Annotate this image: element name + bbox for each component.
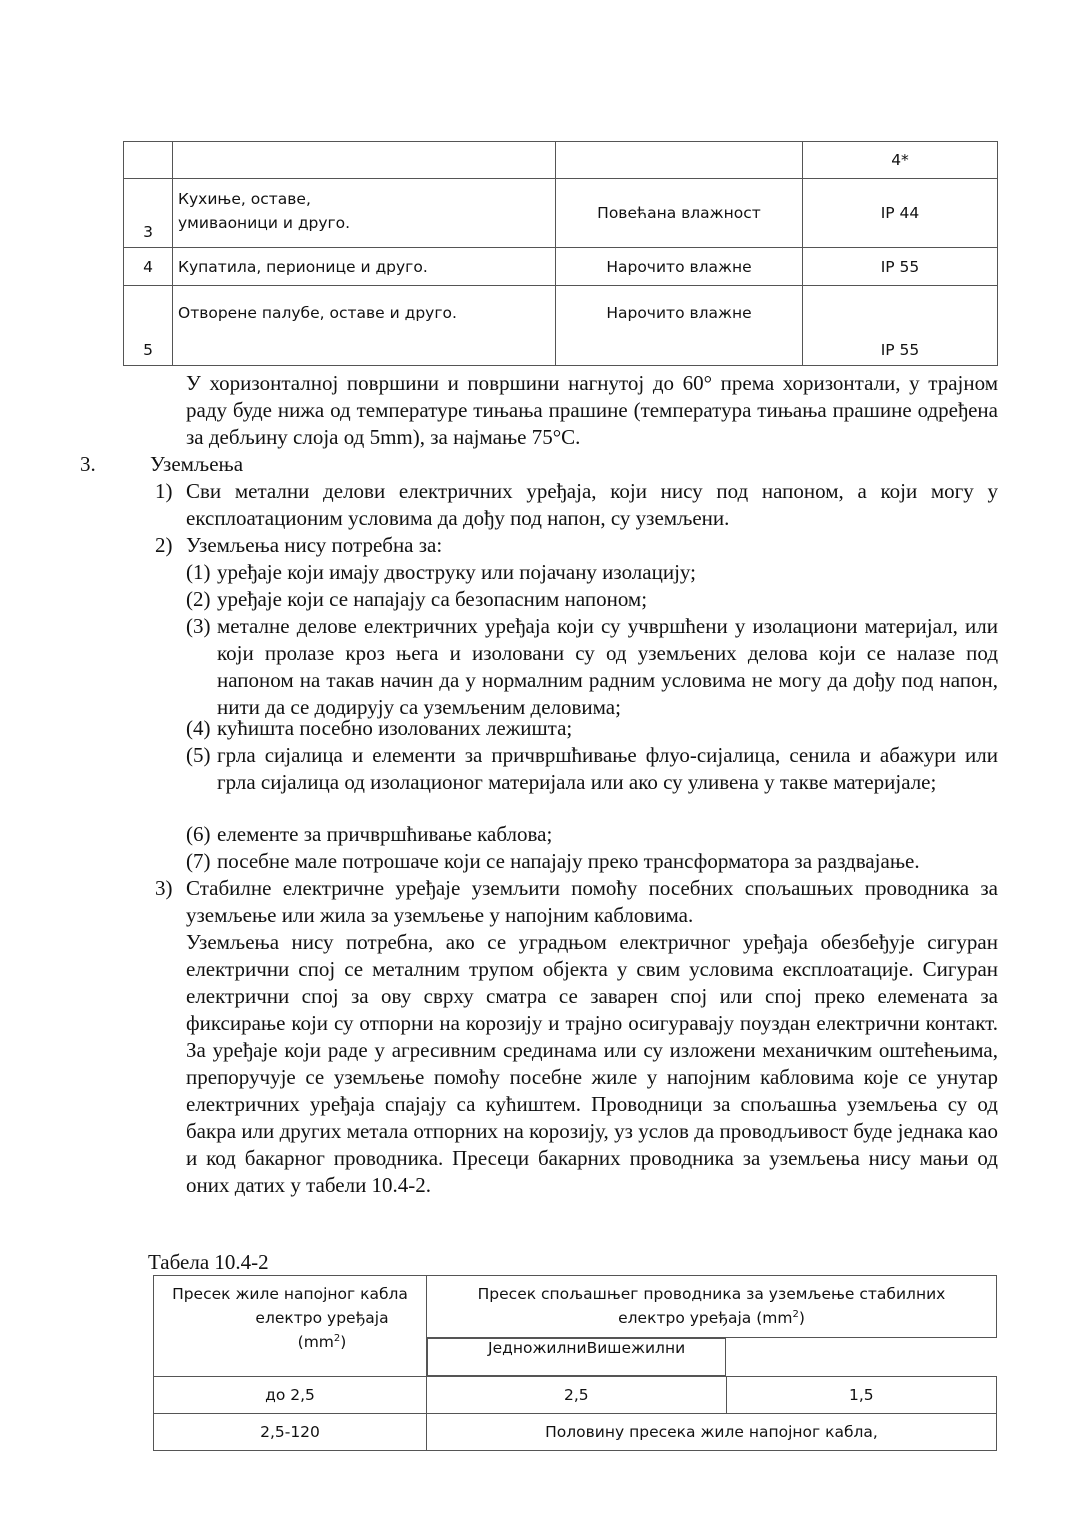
unit-superscript: 2: [792, 1308, 799, 1320]
list-item-label: 3): [155, 876, 173, 900]
room-cell: Отворене палубе, оставе и друго.: [173, 286, 556, 366]
single-core-cell: 2,5: [427, 1377, 727, 1414]
list-item-text: Уземљења нису потребна за:: [186, 533, 443, 557]
sub-list-item-label: (1): [186, 560, 211, 584]
list-item-text: Сви метални делови електричних уређаја, који нису под напоном, а који могу у експлоатационим условима да дођу под напон, су уземљени.: [186, 479, 998, 530]
sub-list-item-text: кућишта посебно изолованих лежишта;: [217, 716, 573, 740]
list-item-label: 1): [155, 479, 173, 503]
header-cable-section: [154, 1276, 427, 1377]
sub-list-item-text: уређаје који се напајају са безопасним напоном;: [217, 587, 648, 611]
subheader-cell: [427, 1338, 726, 1376]
list-item-label: 2): [155, 533, 173, 557]
sub-list-item-label: (3): [186, 614, 211, 638]
table-row: [124, 248, 998, 286]
row-number-cell: 5: [124, 286, 173, 366]
ip-rating-cell: IP 44: [803, 179, 998, 248]
header-text: Пресек жиле напојног кабла: [172, 1285, 408, 1303]
cable-section-cell: до 2,5: [154, 1377, 427, 1414]
grounding-paragraph: Уземљења нису потребна, ако се уградњом електричног уређаја обезбеђује сигуран електрични спој се металним трупом објекта у свим условима експлоатације. Сигуран електрични спој за ову сврху сматра се заварен спој или спој преко елемената за фиксирање који су отпорни на корозију и трајно осигуравају поуздан електрични контакт. За уређаје који раде у агресивним срединама или су изложени механичким оштећењима, препоручује се уземљење помоћу посебне жиле у напојним кабловима које се унутар електричних уређаја спајају са кућиштем. Проводници за спољашња уземљења су од бакра или других метала отпорних на корозију, уз услов да проводљивост буде једнака као и код бакарног проводника. Пресеци бакарних проводника за уземљења нису мањи од оних датих у табели 10.4-2.: [186, 930, 998, 1197]
multi-core-cell: 1,5: [726, 1377, 996, 1414]
section-number: 3.: [80, 452, 96, 476]
ip-rating-cell: IP 55: [803, 286, 998, 366]
sub-list-item-text: металне делове електричних уређаја који су учвршћени у изолациони материјал, или који пролазе кроз њега и изоловани су од уземљених делова који се налазе под напоном на такав начин да у нормалним радним условима не могу да дођу под напон, нити да се додирују са уземљеним деловима;: [217, 614, 998, 719]
section-title: Уземљења: [150, 452, 244, 476]
sub-list-item-text: грла сијалица и елементи за причвршћивање флуо-сијалица, сенила и абажури или грла сијалица од изолационог материјала или ако су уливена у такве материјале;: [217, 743, 998, 794]
ip-rating-cell: IP 55: [803, 248, 998, 286]
merged-value-cell: Половину пресека жиле напојног кабла,: [427, 1414, 997, 1451]
room-cell: [173, 142, 556, 179]
sub-list-item-label: (4): [186, 716, 211, 740]
table-row: [124, 286, 998, 366]
table-row: [154, 1414, 997, 1451]
grounding-conductor-table: [153, 1275, 997, 1451]
unit-close: ): [798, 1309, 805, 1327]
row-number-cell: 4: [124, 248, 173, 286]
header-conductor-section: [427, 1276, 997, 1338]
list-item-text: Стабилне електричне уређаје уземљити помоћу посебних спољашњих проводника за уземљење или жила за уземљење у напојним кабловима.: [186, 876, 998, 927]
subheader-single-core: Једножилни: [488, 1339, 587, 1357]
room-line: умиваоници и друго.: [178, 214, 351, 232]
sub-list-item-text: посебне мале потрошаче који се напајају преко трансформатора за раздвајање.: [217, 849, 920, 873]
room-cell: [173, 179, 556, 248]
room-line: Кухиње, оставе,: [178, 190, 311, 208]
header-text: Пресек спољашњег проводника за уземљење стабилних: [477, 1285, 946, 1303]
header-unit: [432, 1306, 991, 1330]
header-unit: [159, 1330, 421, 1354]
subheader-multi-core: Вишежилни: [586, 1339, 686, 1357]
room-cell: Купатила, перионице и друго.: [173, 248, 556, 286]
condition-cell: [556, 142, 803, 179]
table-row: [124, 142, 998, 179]
table-header-row: [154, 1276, 997, 1338]
header-text: електро уређаја: [255, 1309, 389, 1327]
unit-superscript: 2: [333, 1332, 341, 1344]
sub-list-item-label: (7): [186, 849, 211, 873]
protection-degree-table: [123, 141, 998, 366]
ip-rating-cell: 4*: [803, 142, 998, 179]
sub-list-item-text: елементе за причвршћивање каблова;: [217, 822, 553, 846]
sub-list-item-text: уређаје који имају двоструку или појачану изолацију;: [217, 560, 696, 584]
condition-cell: Нарочито влажне: [556, 286, 803, 366]
row-number-cell: 3: [124, 179, 173, 248]
table-row: [124, 179, 998, 248]
sub-list-item-label: (6): [186, 822, 211, 846]
table-row: [154, 1377, 997, 1414]
cable-section-cell: 2,5-120: [154, 1414, 427, 1451]
condition-cell: Повећана влажност: [556, 179, 803, 248]
row-number-cell: [124, 142, 173, 179]
condition-cell: Нарочито влажне: [556, 248, 803, 286]
intro-paragraph: У хоризонталној површини и површини нагнутој до 60° према хоризонтали, у трајном раду буде нижа од температуре тињања прашине (температура тињања прашине одређена за дебљину слоја од 5mm), за најмање 75°C.: [186, 371, 998, 449]
sub-list-item-label: (2): [186, 587, 211, 611]
unit-close: ): [340, 1333, 347, 1351]
unit-text: електро уређаја (mm: [618, 1309, 793, 1327]
table-caption: Табела 10.4-2: [148, 1250, 269, 1274]
sub-list-item-label: (5): [186, 743, 211, 767]
unit-text: (mm: [297, 1333, 334, 1351]
